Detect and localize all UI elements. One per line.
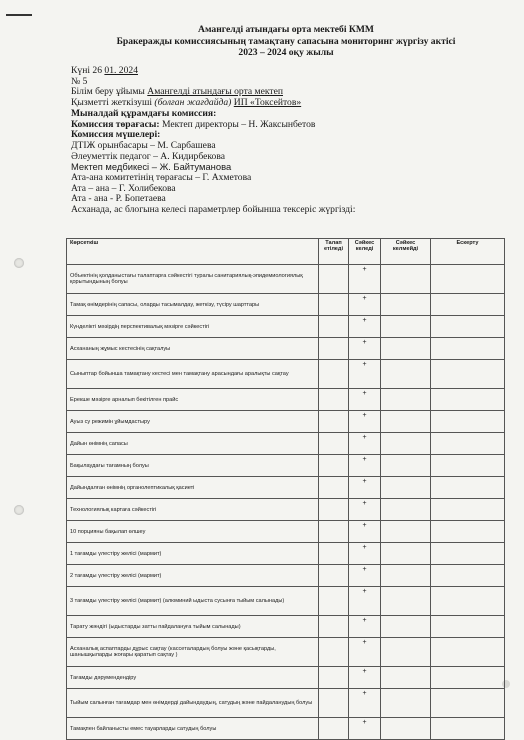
table-row bbox=[67, 294, 505, 316]
table-row bbox=[67, 389, 505, 411]
note-cell bbox=[431, 616, 505, 638]
top-left-dash bbox=[6, 14, 32, 16]
noncompliant-cell bbox=[381, 543, 431, 565]
required-cell bbox=[319, 565, 349, 587]
noncompliant-cell bbox=[381, 360, 431, 389]
compliant-cell: + bbox=[349, 360, 381, 389]
noncompliant-cell bbox=[381, 477, 431, 499]
compliant-cell: + bbox=[349, 455, 381, 477]
column-header-indicator: Көрсеткіш bbox=[67, 239, 319, 265]
indicator-cell: 2 тағамды үлестіру желісі (мармит) bbox=[67, 565, 319, 587]
date-value: 01. 2024 bbox=[104, 65, 138, 76]
compliant-cell: + bbox=[349, 265, 381, 294]
date-line: Күні 26 01. 2024 bbox=[71, 65, 138, 76]
indicator-cell: Дайындалған өнімнің органолептикалық қасиеті bbox=[67, 477, 319, 499]
noncompliant-cell bbox=[381, 521, 431, 543]
noncompliant-cell bbox=[381, 587, 431, 616]
compliant-cell: + bbox=[349, 718, 381, 740]
table-row bbox=[67, 565, 505, 587]
indicator-cell: 10 порцияны бақылап өлшеу bbox=[67, 521, 319, 543]
indicator-cell: Асханалық аспаптарды дұрыс сақтау (кассеталардың болуы және қасықтарды, шанышқыларды жоғары қаратып сақтау ) bbox=[67, 638, 319, 667]
act-number: № 5 bbox=[71, 75, 88, 87]
organization-value: Амангелді атындағы орта мектеп bbox=[147, 86, 283, 98]
act-info bbox=[71, 66, 511, 216]
table-row bbox=[67, 265, 505, 294]
academic-year: 2023 – 2024 оқу жылы bbox=[238, 47, 334, 58]
noncompliant-cell bbox=[381, 265, 431, 294]
noncompliant-cell bbox=[381, 433, 431, 455]
compliant-cell: + bbox=[349, 565, 381, 587]
table-row bbox=[67, 689, 505, 718]
compliant-cell: + bbox=[349, 433, 381, 455]
table-row bbox=[67, 718, 505, 740]
noncompliant-cell bbox=[381, 455, 431, 477]
indicator-cell: Дайын өнімнің сапасы bbox=[67, 433, 319, 455]
table-row bbox=[67, 455, 505, 477]
table-row bbox=[67, 616, 505, 638]
required-cell bbox=[319, 433, 349, 455]
required-cell bbox=[319, 499, 349, 521]
compliant-cell: + bbox=[349, 477, 381, 499]
required-cell bbox=[319, 616, 349, 638]
noncompliant-cell bbox=[381, 316, 431, 338]
punch-hole bbox=[14, 505, 24, 515]
required-cell bbox=[319, 587, 349, 616]
column-header-compliant: Сәйкес келеді bbox=[349, 239, 381, 265]
noncompliant-cell bbox=[381, 565, 431, 587]
note-cell bbox=[431, 455, 505, 477]
noncompliant-cell bbox=[381, 389, 431, 411]
compliant-cell: + bbox=[349, 543, 381, 565]
noncompliant-cell bbox=[381, 638, 431, 667]
member-item: Әлеуметтік педагог – А. Кидирбекова bbox=[71, 150, 225, 162]
table-row bbox=[67, 477, 505, 499]
note-cell bbox=[431, 689, 505, 718]
indicator-cell: Ерекше мәзірге арналып бекітілген прайс bbox=[67, 389, 319, 411]
column-header-noncompliant: Сәйкес келмейді bbox=[381, 239, 431, 265]
note-cell bbox=[431, 521, 505, 543]
compliant-cell: + bbox=[349, 316, 381, 338]
required-cell bbox=[319, 543, 349, 565]
indicator-cell: Тарату жәндігі (ыдыстарды затты пайдалануға тыйым салынады) bbox=[67, 616, 319, 638]
table-row bbox=[67, 433, 505, 455]
required-cell bbox=[319, 338, 349, 360]
required-cell bbox=[319, 477, 349, 499]
compliant-cell: + bbox=[349, 521, 381, 543]
compliant-cell: + bbox=[349, 499, 381, 521]
noncompliant-cell bbox=[381, 499, 431, 521]
indicator-cell: Бақылаудағы тағамның болуы bbox=[67, 455, 319, 477]
column-header-note: Ескерту bbox=[431, 239, 505, 265]
member-item: Мектеп медбикесі – Ж. Байтуманова bbox=[71, 161, 232, 173]
chair-line: Комиссия төрағасы: Мектеп директоры – Н. Жаксынбетов bbox=[71, 118, 316, 130]
inspection-table bbox=[66, 238, 505, 740]
note-cell bbox=[431, 265, 505, 294]
noncompliant-cell bbox=[381, 689, 431, 718]
note-cell bbox=[431, 433, 505, 455]
chair-value: Мектеп директоры – Н. Жаксынбетов bbox=[161, 118, 316, 130]
commission-heading: Мыналдай құрамдағы комиссия: bbox=[71, 107, 217, 119]
indicator-cell: Объектінің қолданыстағы талаптарға сәйкестігі туралы санитариялық-эпидемиологиялық қорытындының болуы bbox=[67, 265, 319, 294]
indicator-cell: Тамақ өнімдерінің сапасы, оларды тасымалдау, жеткізу, түсіру шарттары bbox=[67, 294, 319, 316]
note-cell bbox=[431, 543, 505, 565]
note-cell bbox=[431, 718, 505, 740]
compliant-cell: + bbox=[349, 587, 381, 616]
indicator-cell: Тамақпен байланысты емес тауарларды сатудың болуы bbox=[67, 718, 319, 740]
table-row bbox=[67, 587, 505, 616]
school-name: Амангелді атындағы орта мектебі КММ bbox=[198, 24, 374, 35]
member-item: Ата-ана комитетінің төрағасы – Г. Ахметова bbox=[71, 172, 252, 184]
note-cell bbox=[431, 316, 505, 338]
required-cell bbox=[319, 521, 349, 543]
table-row bbox=[67, 638, 505, 667]
members-heading: Комиссия мүшелері: bbox=[71, 129, 161, 141]
required-cell bbox=[319, 265, 349, 294]
compliant-cell: + bbox=[349, 638, 381, 667]
table-row bbox=[67, 360, 505, 389]
required-cell bbox=[319, 638, 349, 667]
compliant-cell: + bbox=[349, 389, 381, 411]
note-cell bbox=[431, 294, 505, 316]
document-header bbox=[66, 24, 506, 59]
note-cell bbox=[431, 587, 505, 616]
required-cell bbox=[319, 718, 349, 740]
note-cell bbox=[431, 638, 505, 667]
noncompliant-cell bbox=[381, 338, 431, 360]
required-cell bbox=[319, 294, 349, 316]
note-cell bbox=[431, 499, 505, 521]
indicator-cell: 1 тағамды үлестіру желісі (мармит) bbox=[67, 543, 319, 565]
act-title: Бракеражды комиссиясының тамақтану сапасына мониторинг жүргізу актісі bbox=[116, 35, 456, 47]
compliant-cell: + bbox=[349, 616, 381, 638]
compliant-cell: + bbox=[349, 294, 381, 316]
indicator-cell: Сыныптар бойынша тамақтану кестесі мен тамақтану арасындағы аралықты сақтау bbox=[67, 360, 319, 389]
noncompliant-cell bbox=[381, 616, 431, 638]
note-cell bbox=[431, 667, 505, 689]
compliant-cell: + bbox=[349, 338, 381, 360]
required-cell bbox=[319, 689, 349, 718]
table-row bbox=[67, 521, 505, 543]
noncompliant-cell bbox=[381, 667, 431, 689]
column-header-required: Талап етіледі bbox=[319, 239, 349, 265]
required-cell bbox=[319, 411, 349, 433]
inspection-intro: Асханада, ас блогына келесі параметрлер бойынша тексеріс жүргізді: bbox=[71, 204, 356, 216]
table-row bbox=[67, 499, 505, 521]
table-header-row bbox=[67, 239, 505, 265]
supplier-line: Қызметті жеткізуші (болған жағдайда) ИП «Токсейтов» bbox=[71, 97, 302, 109]
organization-line: Білім беру ұйымы Амангелді атындағы орта мектеп bbox=[71, 86, 283, 98]
note-cell bbox=[431, 565, 505, 587]
noncompliant-cell bbox=[381, 411, 431, 433]
table-row bbox=[67, 543, 505, 565]
noncompliant-cell bbox=[381, 294, 431, 316]
note-cell bbox=[431, 477, 505, 499]
table-row bbox=[67, 667, 505, 689]
member-item: Ата – ана – Г. Холибекова bbox=[71, 182, 176, 194]
indicator-cell: Тағамды дәрумендендіру bbox=[67, 667, 319, 689]
noncompliant-cell bbox=[381, 718, 431, 740]
note-cell bbox=[431, 389, 505, 411]
table-row bbox=[67, 411, 505, 433]
compliant-cell: + bbox=[349, 667, 381, 689]
member-item: Ата - ана - Р. Бопетаева bbox=[71, 193, 166, 205]
indicator-cell: Асхананың жұмыс кестесінің сақталуы bbox=[67, 338, 319, 360]
compliant-cell: + bbox=[349, 411, 381, 433]
note-cell bbox=[431, 411, 505, 433]
indicator-cell: Ауыз су режимін ұйымдастыру bbox=[67, 411, 319, 433]
punch-hole bbox=[14, 258, 24, 268]
indicator-cell: Күнделікті мәзірдің перспективалық мәзірге сәйкестігі bbox=[67, 316, 319, 338]
indicator-cell: 3 тағамды үлестіру желісі (мармит) (алюминий ыдыста сусынға тыйым салынады) bbox=[67, 587, 319, 616]
required-cell bbox=[319, 360, 349, 389]
compliant-cell: + bbox=[349, 689, 381, 718]
member-item: ДТІЖ орынбасары – М. Сарбашева bbox=[71, 139, 216, 151]
required-cell bbox=[319, 389, 349, 411]
supplier-value: ИП «Токсейтов» bbox=[233, 97, 302, 109]
required-cell bbox=[319, 455, 349, 477]
table-row bbox=[67, 316, 505, 338]
required-cell bbox=[319, 667, 349, 689]
note-cell bbox=[431, 338, 505, 360]
note-cell bbox=[431, 360, 505, 389]
required-cell bbox=[319, 316, 349, 338]
table-row bbox=[67, 338, 505, 360]
indicator-cell: Технологиялық картаға сәйкестігі bbox=[67, 499, 319, 521]
indicator-cell: Тыйым салынған тағамдар мен өнімдерді дайындаудың, сатудың және пайдаланудың болуы bbox=[67, 689, 319, 718]
